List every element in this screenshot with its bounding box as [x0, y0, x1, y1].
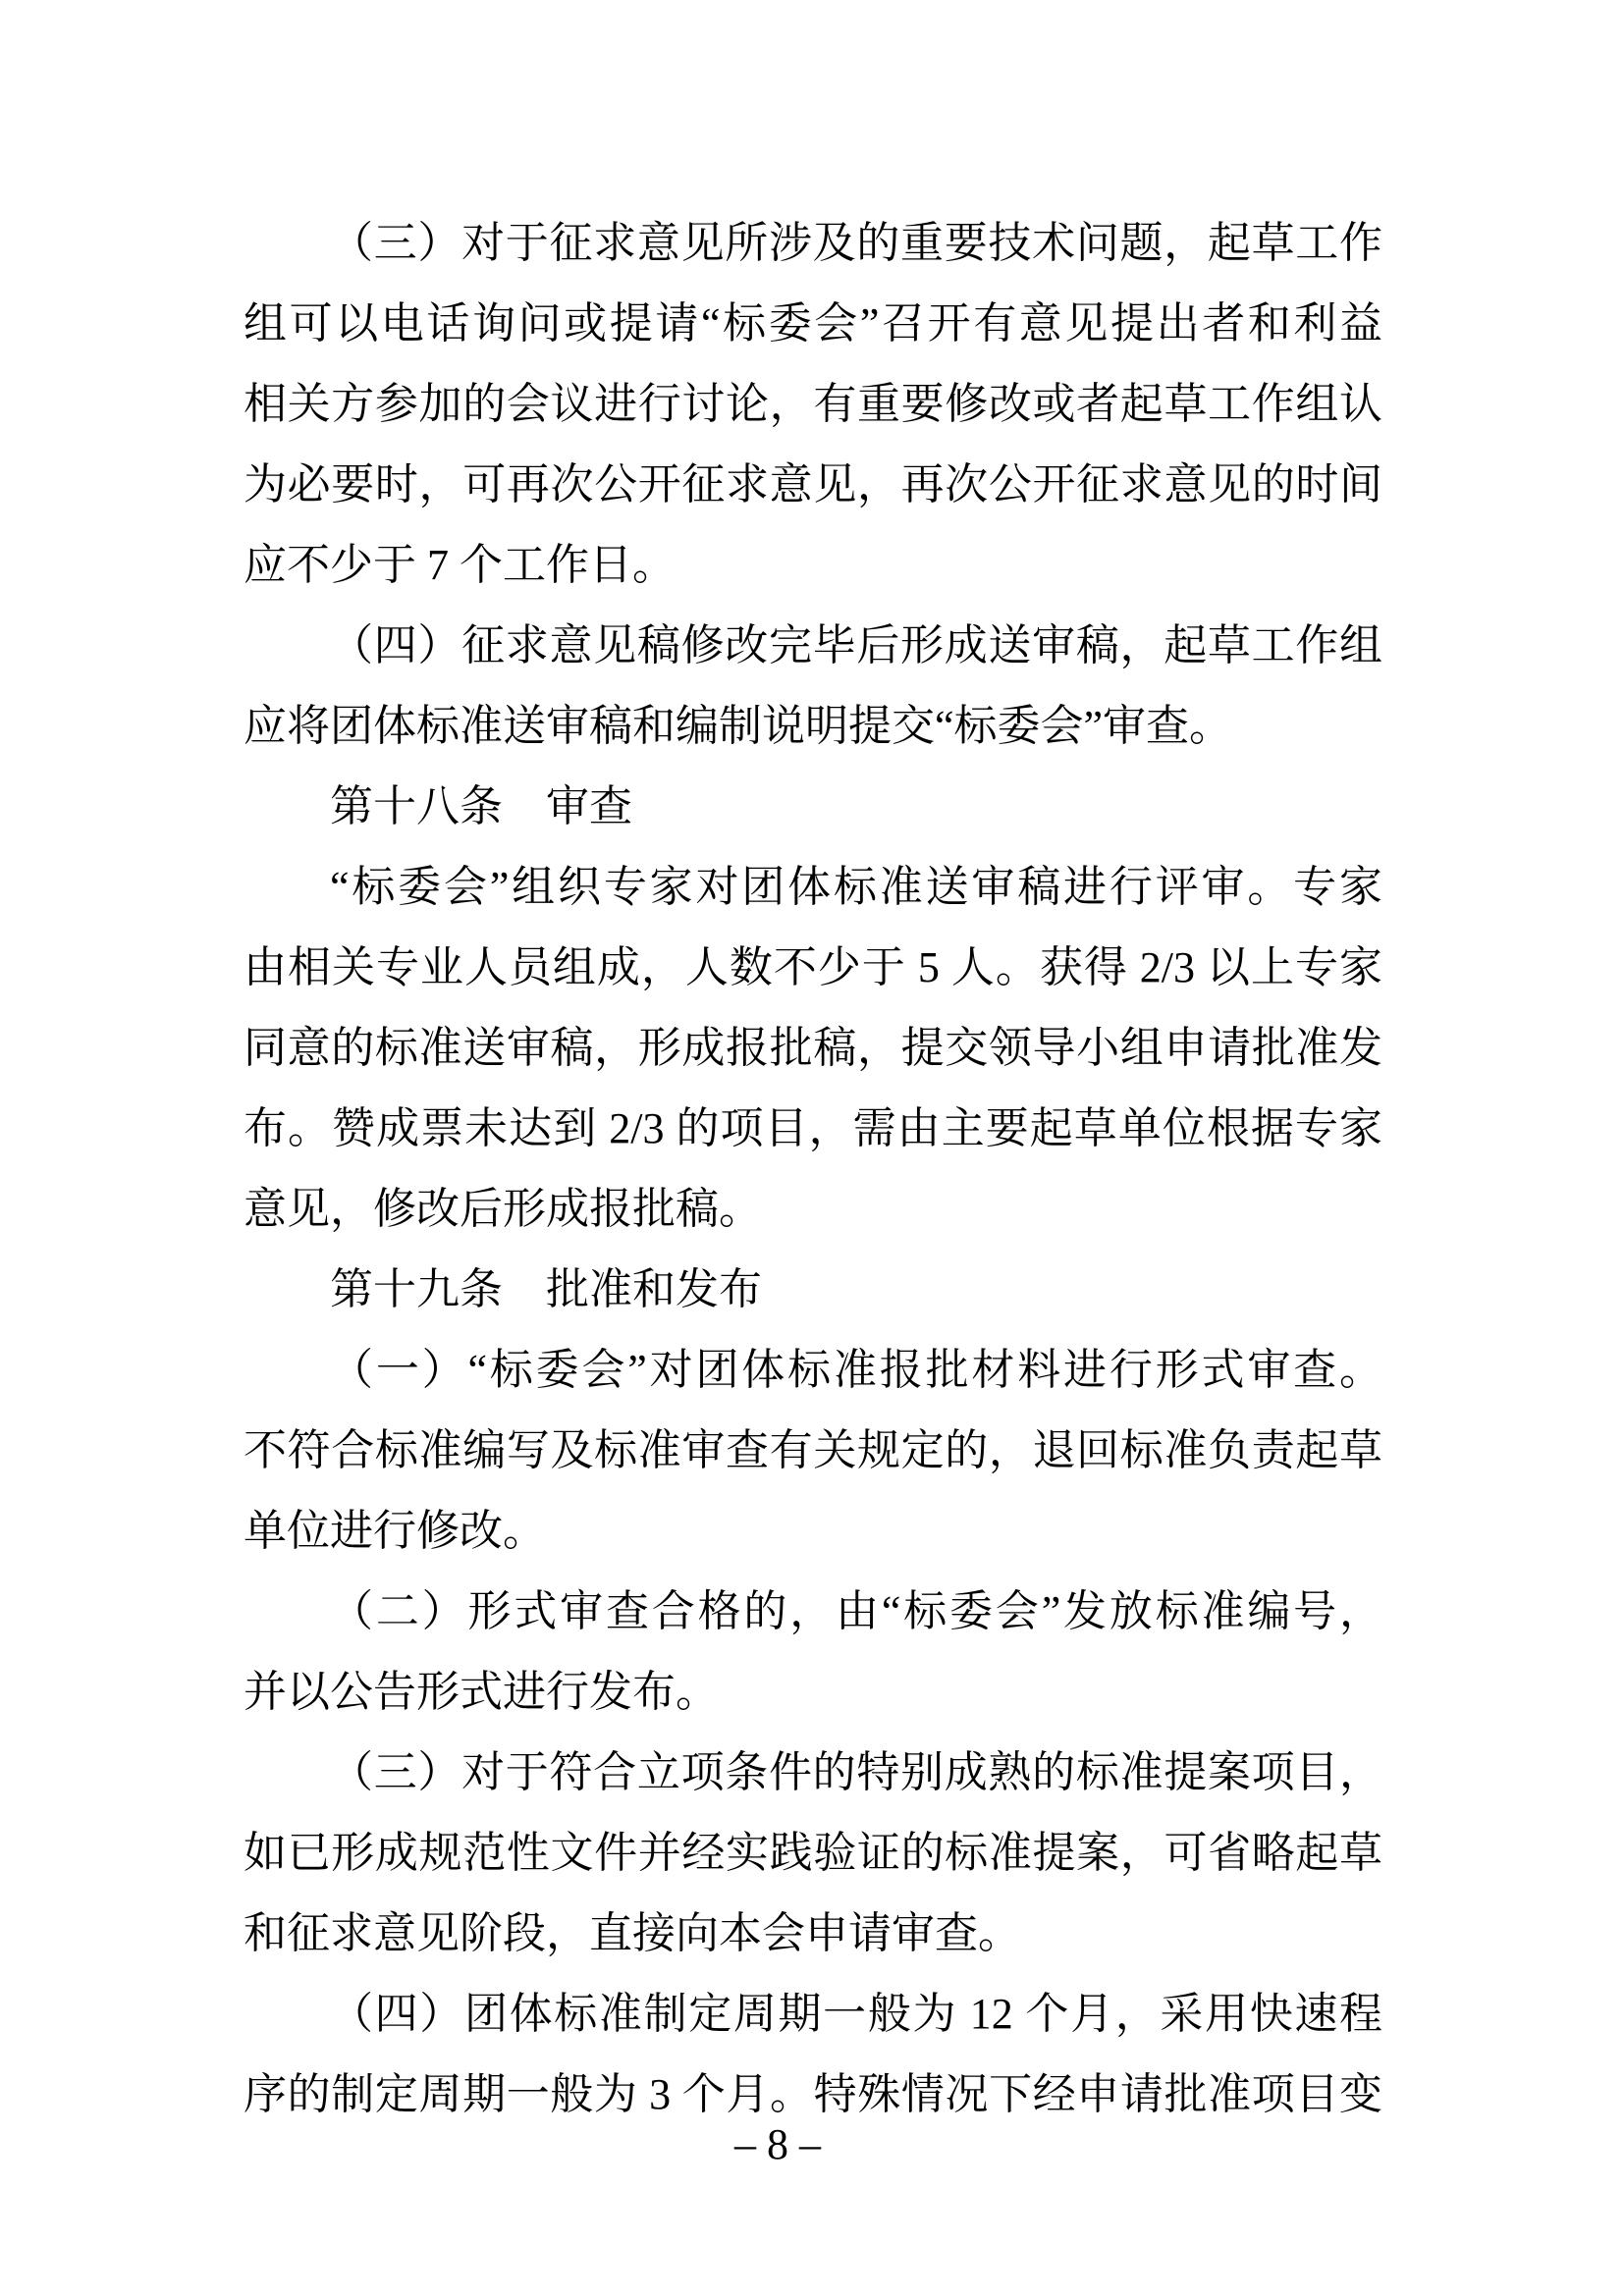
text-line: 如已形成规范性文件并经实践验证的标准提案，可省略起草 [244, 1829, 1382, 1877]
text-line: （三）对于符合立项条件的特别成熟的标准提案项目， [330, 1748, 1382, 1796]
text-line: 应将团体标准送审稿和编制说明提交“标委会”审查。 [244, 702, 1233, 750]
text-line: 同意的标准送审稿，形成报批稿，提交领导小组申请批准发 [244, 1024, 1382, 1072]
text-line: （一）“标委会”对团体标准报批材料进行形式审查。 [330, 1346, 1382, 1394]
text-line: （四）征求意见稿修改完毕后形成送审稿，起草工作组 [330, 621, 1382, 669]
text-line: 序的制定周期一般为 3 个月。特殊情况下经申请批准项目变 [244, 2070, 1382, 2118]
text-line: 相关方参加的会议进行讨论，有重要修改或者起草工作组认 [244, 380, 1382, 428]
text-line: “标委会”组织专家对团体标准送审稿进行评审。专家 [330, 863, 1382, 911]
document-body [244, 203, 1382, 2135]
text-line: （二）形式审查合格的，由“标委会”发放标准编号， [330, 1587, 1382, 1635]
text-line: 单位进行修改。 [244, 1507, 546, 1555]
article-heading: 第十九条 批准和发布 [330, 1265, 762, 1313]
page-number: – 8 – [734, 2120, 821, 2168]
text-line: 意见，修改后形成报批稿。 [244, 1185, 762, 1233]
text-line: 应不少于 7 个工作日。 [244, 541, 676, 589]
text-line: 布。赞成票未达到 2/3 的项目，需由主要起草单位根据专家 [244, 1104, 1382, 1152]
text-line: 不符合标准编写及标准审查有关规定的，退回标准负责起草 [244, 1426, 1382, 1474]
text-line: 组可以电话询问或提请“标委会”召开有意见提出者和利益 [244, 299, 1382, 347]
article-heading: 第十八条 审查 [330, 782, 632, 830]
text-line: （四）团体标准制定周期一般为 12 个月，采用快速程 [330, 1990, 1382, 2038]
text-line: 由相关专业人员组成，人数不少于 5 人。获得 2/3 以上专家 [244, 943, 1382, 991]
text-line: （三）对于征求意见所涉及的重要技术问题，起草工作 [330, 219, 1382, 267]
text-line: 为必要时，可再次公开征求意见，再次公开征求意见的时间 [244, 460, 1382, 508]
text-line: 并以公告形式进行发布。 [244, 1668, 719, 1716]
text-line: 和征求意见阶段，直接向本会申请审查。 [244, 1909, 1021, 1957]
